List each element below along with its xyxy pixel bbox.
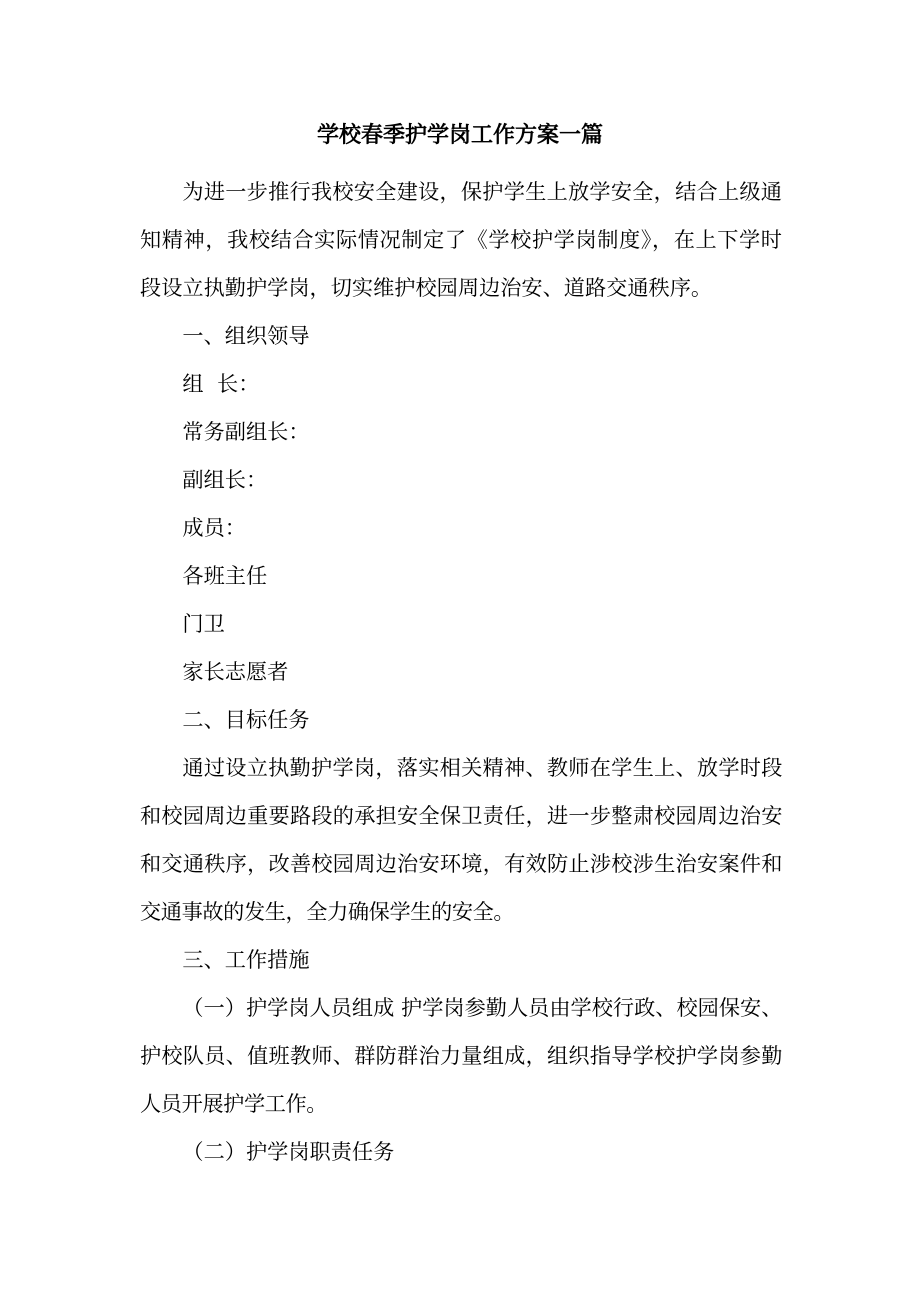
member-gatekeeper: 门卫 <box>182 611 225 636</box>
section-heading-goals: 二、目标任务 <box>182 707 310 732</box>
section-heading-organization: 一、组织领导 <box>182 323 310 348</box>
member-parent-volunteers: 家长志愿者 <box>182 659 289 684</box>
leader-line: 组 长： <box>182 371 260 396</box>
goals-paragraph: 通过设立执勤护学岗，落实相关精神、教师在学生上、放学时段和校园周边重要路段的承担安全保卫责任，进一步整肃校园周边治安和交通秩序，改善校园周边治安环境，有效防止涉校涉生治安案件和交通事故的发生，全力确保学生的安全。 <box>140 755 782 924</box>
intro-paragraph: 为进一步推行我校安全建设，保护学生上放学安全，结合上级通知精神，我校结合实际情况制定了《学校护学岗制度》，在上下学时段设立执勤护学岗，切实维护校园周边治安、道路交通秩序。 <box>140 179 782 300</box>
measures-staff-paragraph: （一）护学岗人员组成 护学岗参勤人员由学校行政、校园保安、护校队员、值班教师、群防群治力量组成，组织指导学校护学岗参勤人员开展护学工作。 <box>140 995 782 1116</box>
executive-deputy-leader-line: 常务副组长： <box>182 419 310 444</box>
measures-duties-heading: （二）护学岗职责任务 <box>182 1139 395 1164</box>
deputy-leader-line: 副组长： <box>182 467 268 492</box>
members-line: 成员： <box>182 515 246 540</box>
member-class-teachers: 各班主任 <box>182 563 268 588</box>
section-heading-measures: 三、工作措施 <box>182 947 310 972</box>
document-body <box>140 168 782 1176</box>
document-title: 学校春季护学岗工作方案一篇 <box>316 122 603 148</box>
